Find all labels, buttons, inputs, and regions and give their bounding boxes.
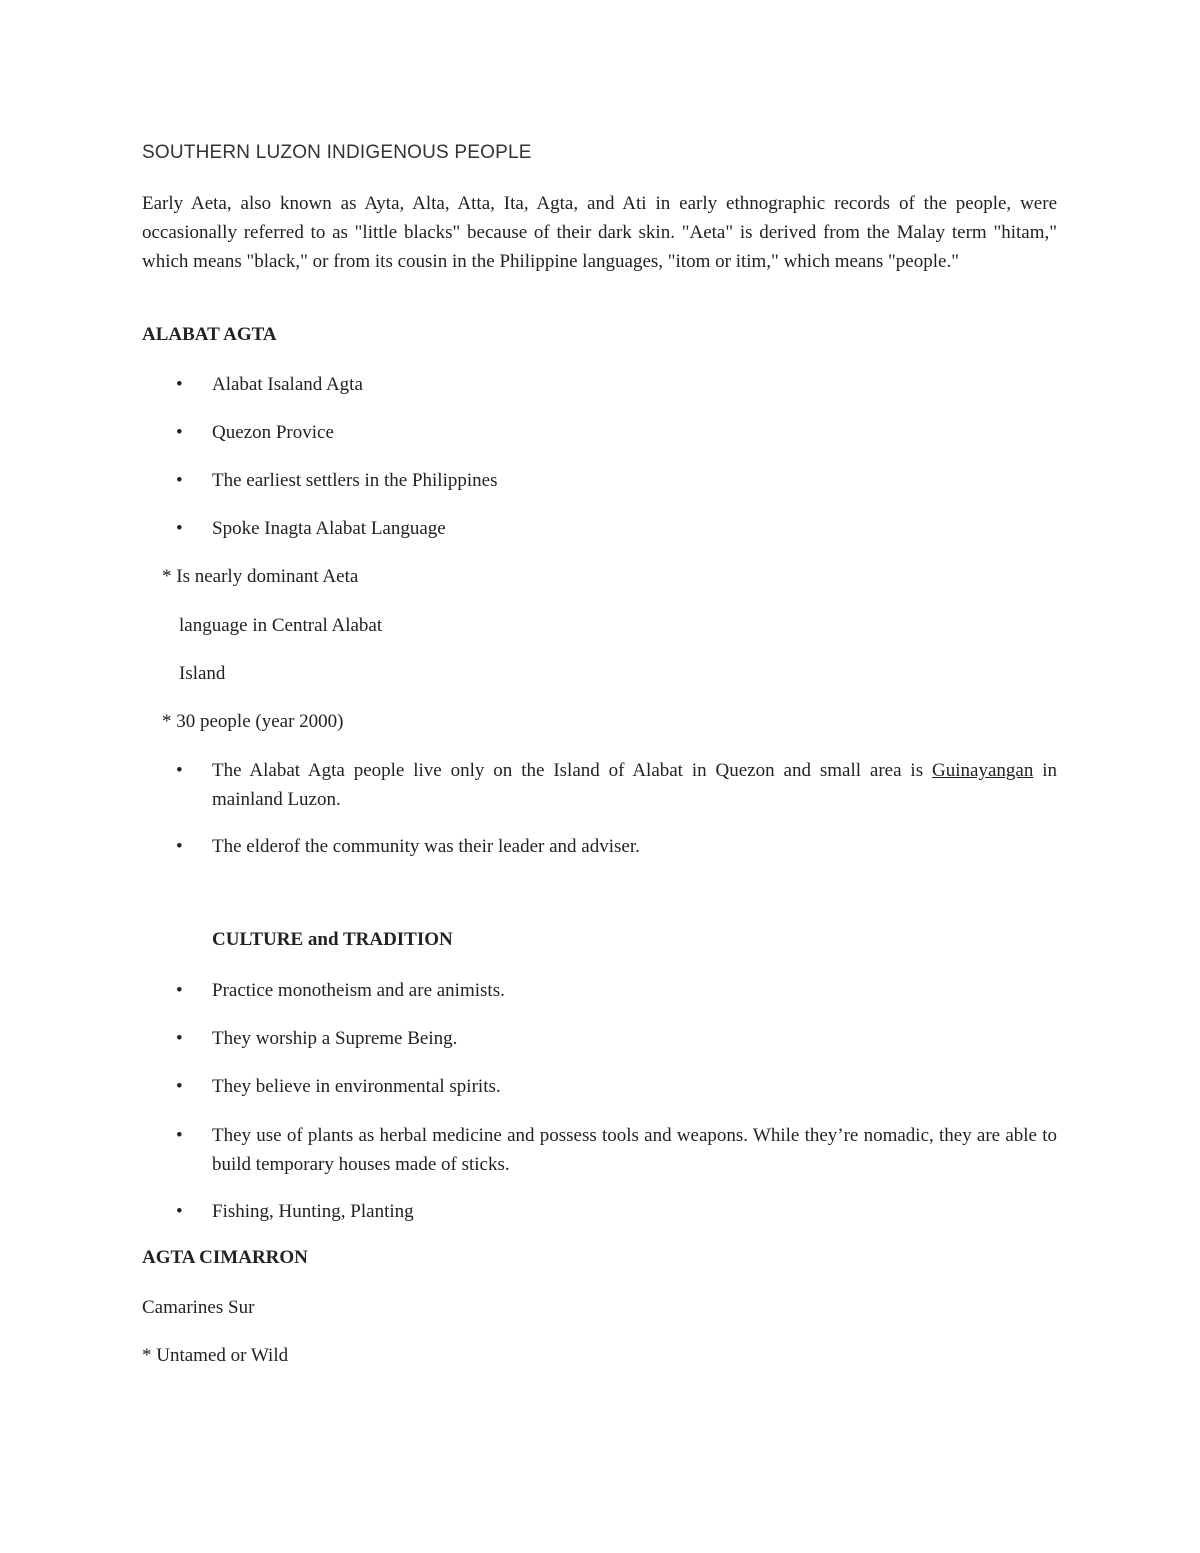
bullet-symbol: • — [176, 1201, 183, 1222]
intro-paragraph: Early Aeta, also known as Ayta, Alta, Atta, Ita, Agta, and Ati in early ethnographic records of the people, were occasionally referred to as "little blacks" because of their dark skin. "Aeta" is derived from the Malay term "hitam," which means "black," or from its cousin in the Philippine languages, "itom or itim," which means "people." — [142, 193, 1057, 272]
alabat-heading: ALABAT AGTA — [142, 324, 277, 345]
culture-bullet-5: Fishing, Hunting, Planting — [212, 1201, 414, 1222]
cimarron-line: * Untamed or Wild — [142, 1345, 289, 1366]
bullet-symbol: • — [176, 470, 183, 491]
bullet-symbol: • — [176, 1076, 183, 1097]
alabat-bullet-3: The earliest settlers in the Philippines — [212, 470, 498, 491]
alabat-bullet-6: The elderof the community was their leader and adviser. — [212, 836, 640, 857]
alabat-bullet-1: Alabat Isaland Agta — [212, 374, 363, 395]
bullet-symbol: • — [176, 374, 183, 395]
note-line: * 30 people (year 2000) — [162, 711, 344, 732]
alabat-bullet-5 — [212, 756, 1057, 814]
note-line: language in Central Alabat — [179, 615, 383, 636]
bullet-text: The Alabat Agta people live only on the Island of Alabat in Quezon and small area is — [212, 760, 924, 781]
bullet-symbol: • — [176, 1028, 183, 1049]
culture-bullet-1: Practice monotheism and are animists. — [212, 980, 505, 1001]
note-line: * Is nearly dominant Aeta — [162, 566, 359, 587]
culture-bullet-2: They worship a Supreme Being. — [212, 1028, 458, 1049]
culture-heading: CULTURE and TRADITION — [212, 929, 453, 950]
culture-bullet-3: They believe in environmental spirits. — [212, 1076, 501, 1097]
document-title: SOUTHERN LUZON INDIGENOUS PEOPLE — [142, 142, 532, 163]
cimarron-line: Camarines Sur — [142, 1297, 255, 1318]
alabat-bullet-4: Spoke Inagta Alabat Language — [212, 518, 446, 539]
bullet-symbol: • — [176, 1125, 183, 1146]
bullet-text: in mainland Luzon. — [212, 760, 1058, 810]
note-line: Island — [179, 663, 226, 684]
cimarron-heading: AGTA CIMARRON — [142, 1247, 308, 1268]
bullet-symbol: • — [176, 980, 183, 1001]
bullet-symbol: • — [176, 518, 183, 539]
alabat-bullet-2: Quezon Provice — [212, 422, 334, 443]
underlined-word: Guinayangan — [932, 760, 1034, 781]
bullet-symbol: • — [176, 836, 183, 857]
bullet-symbol: • — [176, 422, 183, 443]
culture-bullet-4: They use of plants as herbal medicine and possess tools and weapons. While they’re nomadic, they are able to build temporary houses made of sticks. — [212, 1125, 1057, 1175]
bullet-symbol: • — [176, 760, 183, 781]
